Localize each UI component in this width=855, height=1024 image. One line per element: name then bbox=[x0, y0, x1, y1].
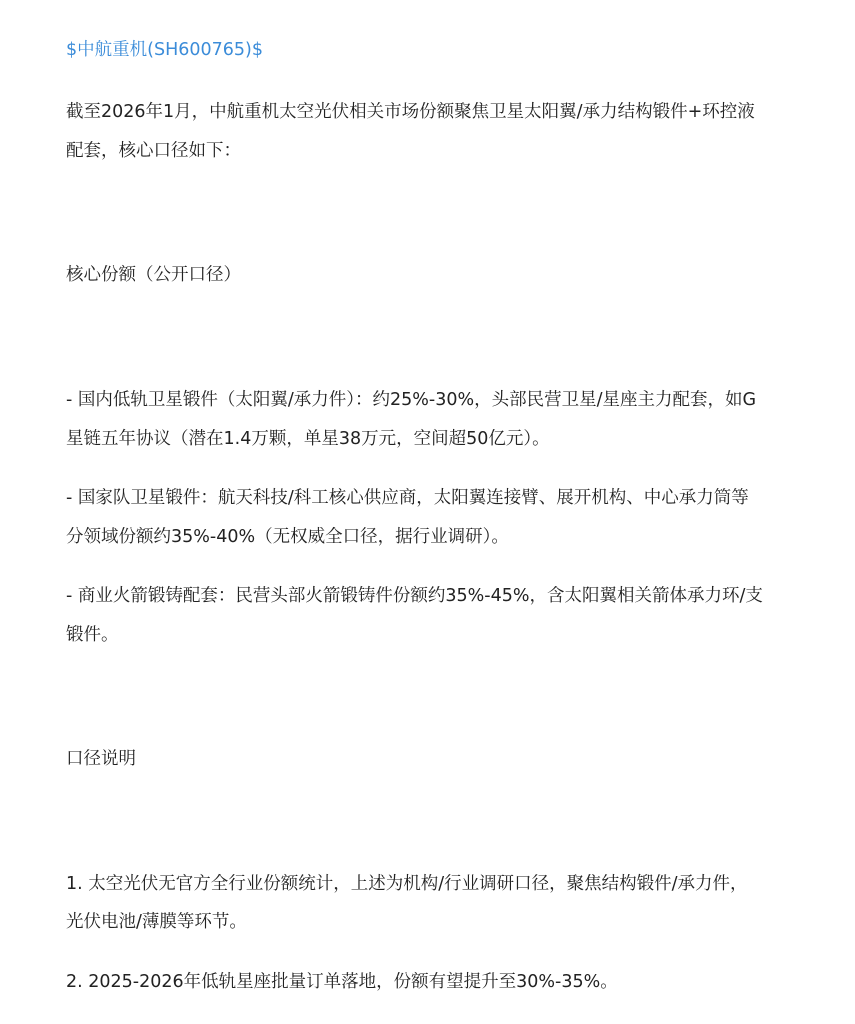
note-1-line-2: 光伏电池/薄膜等环节。 bbox=[66, 912, 247, 932]
note-1-line-1: 1. 太空光伏无官方全行业份额统计，上述为机构/行业调研口径，聚焦结构锻件/承力件， bbox=[66, 874, 748, 894]
list-item-3-line-1: - 商业火箭锻铸配套：民营头部火箭锻铸件份额约35%-45%，含太阳翼相关箭体承力环/支 bbox=[66, 586, 763, 606]
note-2-line-1: 2. 2025-2026年低轨星座批量订单落地，份额有望提升至30%-35%。 bbox=[66, 972, 618, 992]
intro-line-1: 截至2026年1月，中航重机太空光伏相关市场份额聚焦卫星太阳翼/承力结构锻件+环控液 bbox=[66, 102, 755, 122]
section-title-core-share: 核心份额（公开口径） bbox=[66, 265, 241, 285]
list-item-1-line-1: - 国内低轨卫星锻件（太阳翼/承力件）：约25%-30%，头部民营卫星/星座主力配套，如G bbox=[66, 390, 757, 410]
list-item-1-line-2: 星链五年协议（潜在1.4万颗，单星38万元，空间超50亿元）。 bbox=[66, 429, 550, 449]
intro-line-2: 配套，核心口径如下： bbox=[66, 141, 241, 161]
list-item-2-line-1: - 国家队卫星锻件：航天科技/科工核心供应商，太阳翼连接臂、展开机构、中心承力筒等 bbox=[66, 488, 749, 508]
section-title-notes: 口径说明 bbox=[66, 749, 136, 769]
list-item-3-line-2: 锻件。 bbox=[66, 625, 119, 645]
list-item-2-line-2: 分领域份额约35%-40%（无权威全口径，据行业调研）。 bbox=[66, 527, 509, 547]
stock-tag-link[interactable]: $中航重机(SH600765)$ bbox=[66, 40, 263, 60]
